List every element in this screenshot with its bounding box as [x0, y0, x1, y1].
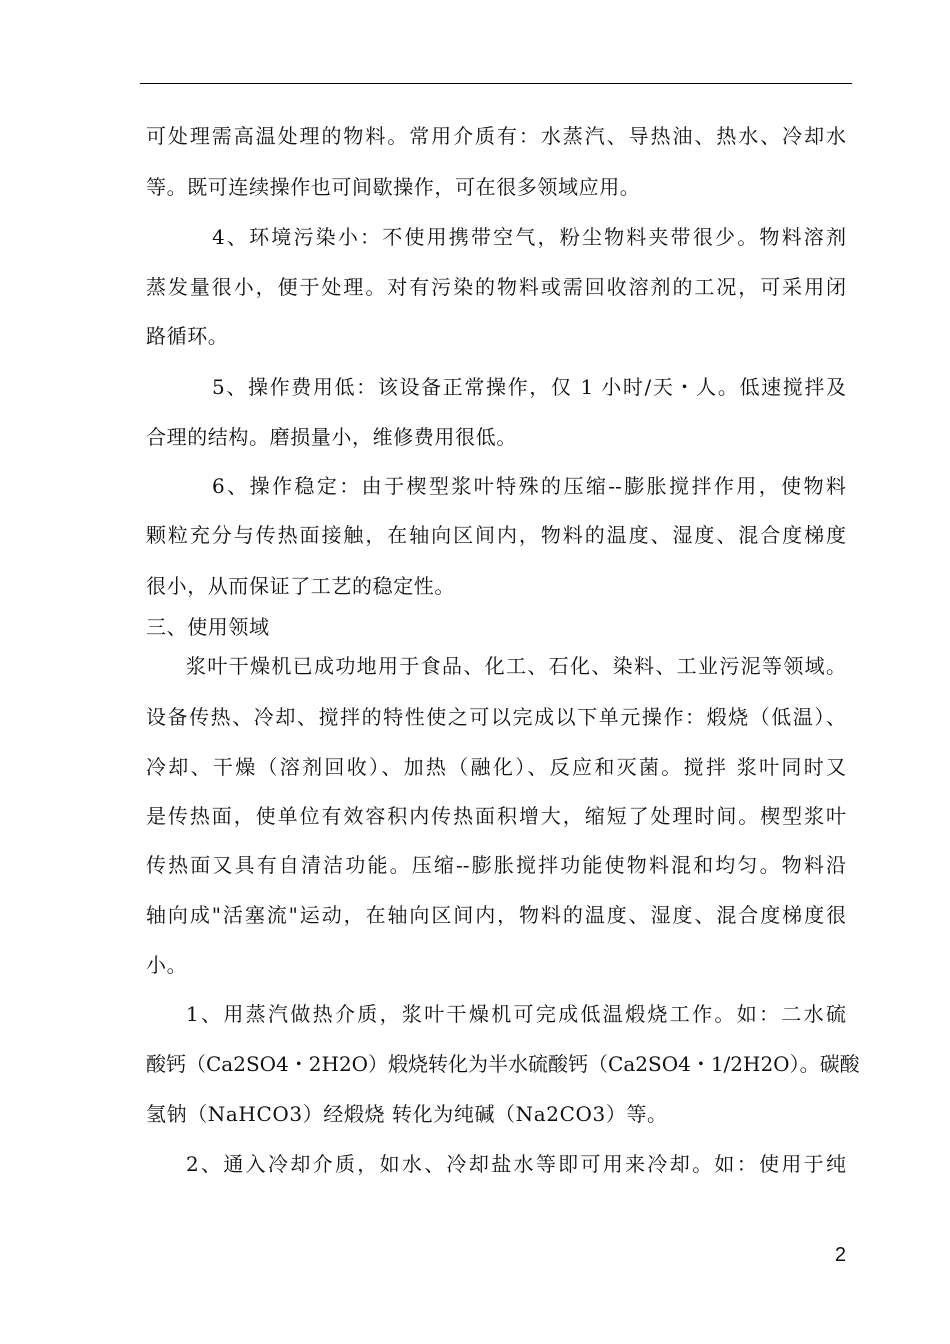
text-line: 设备传热、冷却、搅拌的特性使之可以完成以下单元操作：煅烧（低温）、 — [146, 705, 846, 729]
text-line: 6、操作稳定：由于楔型浆叶特殊的压缩--膨胀搅拌作用，使物料 — [212, 474, 846, 498]
text-line: 合理的结构。磨损量小，维修费用很低。 — [146, 425, 517, 449]
text-line: 1、用蒸汽做热介质，浆叶干燥机可完成低温煅烧工作。如：二水硫 — [186, 1002, 846, 1026]
text-line: 路循环。 — [146, 324, 229, 348]
text-line: 轴向成"活塞流"运动，在轴向区间内，物料的温度、湿度、混合度梯度很 — [146, 903, 846, 927]
text-line: 颗粒充分与传热面接触，在轴向区间内，物料的温度、湿度、混合度梯度 — [146, 523, 846, 547]
text-line: 传热面又具有自清洁功能。压缩--膨胀搅拌功能使物料混和均匀。物料沿 — [146, 853, 846, 877]
section-heading: 三、使用领域 — [146, 615, 270, 639]
text-line: 5、操作费用低：该设备正常操作，仅 1 小时/天・人。低速搅拌及 — [212, 375, 846, 399]
text-line: 酸钙（Ca2SO4・2H2O）煅烧转化为半水硫酸钙（Ca2SO4・1/2H2O）。碳酸 — [146, 1052, 860, 1076]
text-line: 蒸发量很小，便于处理。对有污染的物料或需回收溶剂的工况，可采用闭 — [146, 275, 846, 299]
text-line: 2、通入冷却介质，如水、冷却盐水等即可用来冷却。如：使用于纯 — [186, 1152, 846, 1176]
text-line: 小。 — [146, 953, 188, 977]
text-line: 浆叶干燥机已成功地用于食品、化工、石化、染料、工业污泥等领域。 — [186, 654, 846, 678]
text-line: 冷却、干燥（溶剂回收）、加热（融化）、反应和灭菌。搅拌 浆叶同时又 — [146, 755, 846, 779]
text-line: 很小，从而保证了工艺的稳定性。 — [146, 574, 455, 598]
header-rule — [140, 83, 852, 84]
text-line: 可处理需高温处理的物料。常用介质有：水蒸汽、导热油、热水、冷却水 — [146, 124, 846, 148]
text-line: 氢钠（NaHCO3）经煅烧 转化为纯碱（Na2CO3）等。 — [146, 1102, 668, 1126]
text-line: 4、环境污染小：不使用携带空气，粉尘物料夹带很少。物料溶剂 — [212, 225, 846, 249]
text-line: 是传热面，使单位有效容积内传热面积增大，缩短了处理时间。楔型浆叶 — [146, 804, 846, 828]
text-line: 等。既可连续操作也可间歇操作，可在很多领域应用。 — [146, 175, 641, 199]
page-number: 2 — [834, 1244, 846, 1266]
